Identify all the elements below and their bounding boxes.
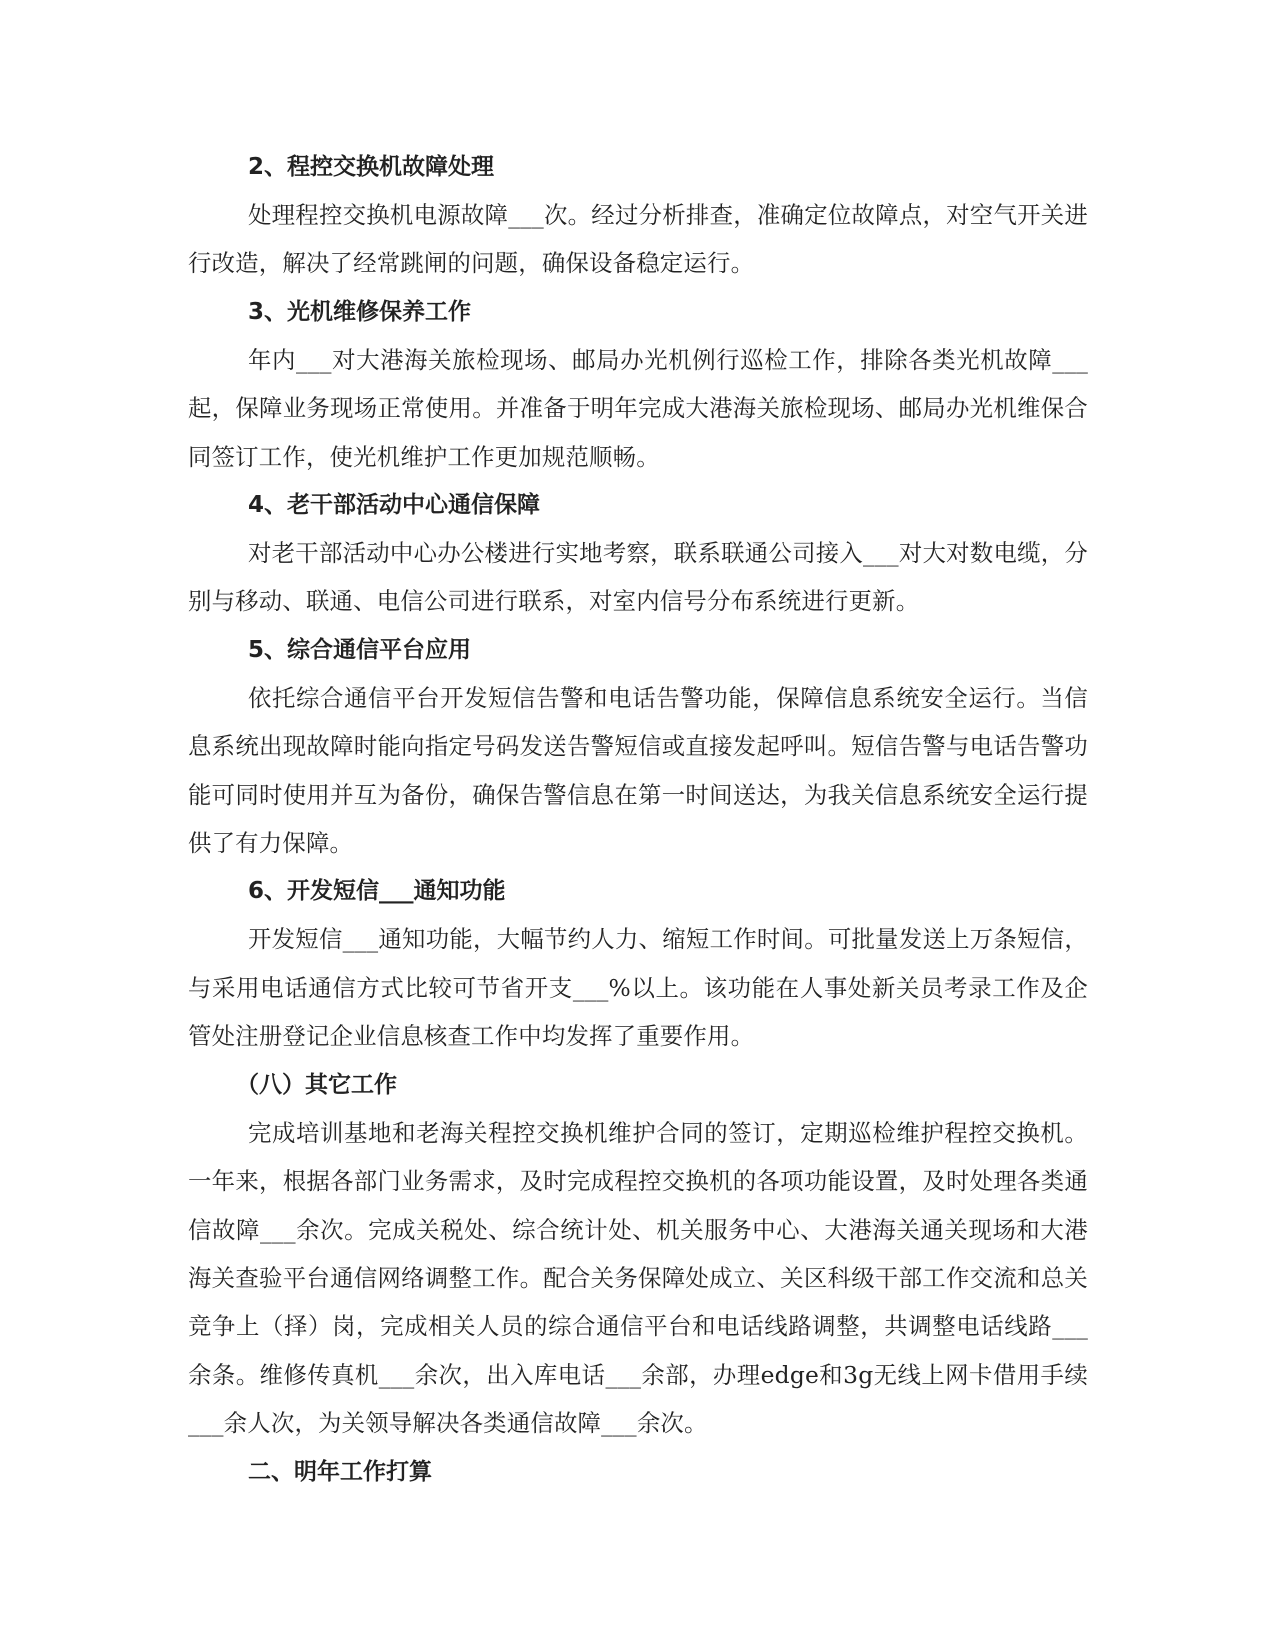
section-text-3: 年内___对大港海关旅检现场、邮局办光机例行巡检工作，排除各类光机故障___起，保障业务现场正常使用。并准备于明年完成大港海关旅检现场、邮局办光机维保合同签订工作，使光机维护工作更加规范顺畅。 [188,345,1088,471]
section-heading-6: 6、开发短信___通知功能 [248,878,506,905]
section-heading-3: 3、光机维修保养工作 [248,298,472,325]
section-heading-2: 2、程控交换机故障处理 [248,154,495,180]
document-page [188,143,1088,1496]
section-heading-other-work: （八）其它工作 [236,1071,397,1098]
section-text-2: 处理程控交换机电源故障___次。经过分析排查，准确定位故障点，对空气开关进行改造，解决了经常跳闸的问题，确保设备稳定运行。 [188,201,1088,278]
section-text-5: 依托综合通信平台开发短信告警和电话告警功能，保障信息系统安全运行。当信息系统出现故障时能向指定号码发送告警短信或直接发起呼叫。短信告警与电话告警功能可同时使用并互为备份，确保告警信息在第一时间送达，为我关信息系统安全运行提供了有力保障。 [188,683,1088,858]
section-heading-5: 5、综合通信平台应用 [248,636,472,663]
section-text-4: 对老干部活动中心办公楼进行实地考察，联系联通公司接入___对大对数电缆，分别与移动、联通、电信公司进行联系，对室内信号分布系统进行更新。 [188,539,1088,616]
section-text-other-work: 完成培训基地和老海关程控交换机维护合同的签订，定期巡检维护程控交换机。一年来，根据各部门业务需求，及时完成程控交换机的各项功能设置，及时处理各类通信故障___余次。完成关税处、综合统计处、机关服务中心、大港海关通关现场和大港海关查验平台通信网络调整工作。配合关务保障处成立、关区科级干部工作交流和总关竞争上（择）岗，完成相关人员的综合通信平台和电话线路调整，共调整电话线路___余条。维修传真机___余次，出入库电话___余部，办理edge和3g无线上网卡借用手续___余人次，为关领导解决各类通信故障___余次。 [188,1118,1088,1438]
section-text-6: 开发短信___通知功能，大幅节约人力、缩短工作时间。可批量发送上万条短信，与采用电话通信方式比较可节省开支___%以上。该功能在人事处新关员考录工作及企管处注册登记企业信息核查工作中均发挥了重要作用。 [188,925,1088,1051]
next-year-plan-heading: 二、明年工作打算 [248,1458,432,1485]
section-heading-4: 4、老干部活动中心通信保障 [248,492,541,519]
